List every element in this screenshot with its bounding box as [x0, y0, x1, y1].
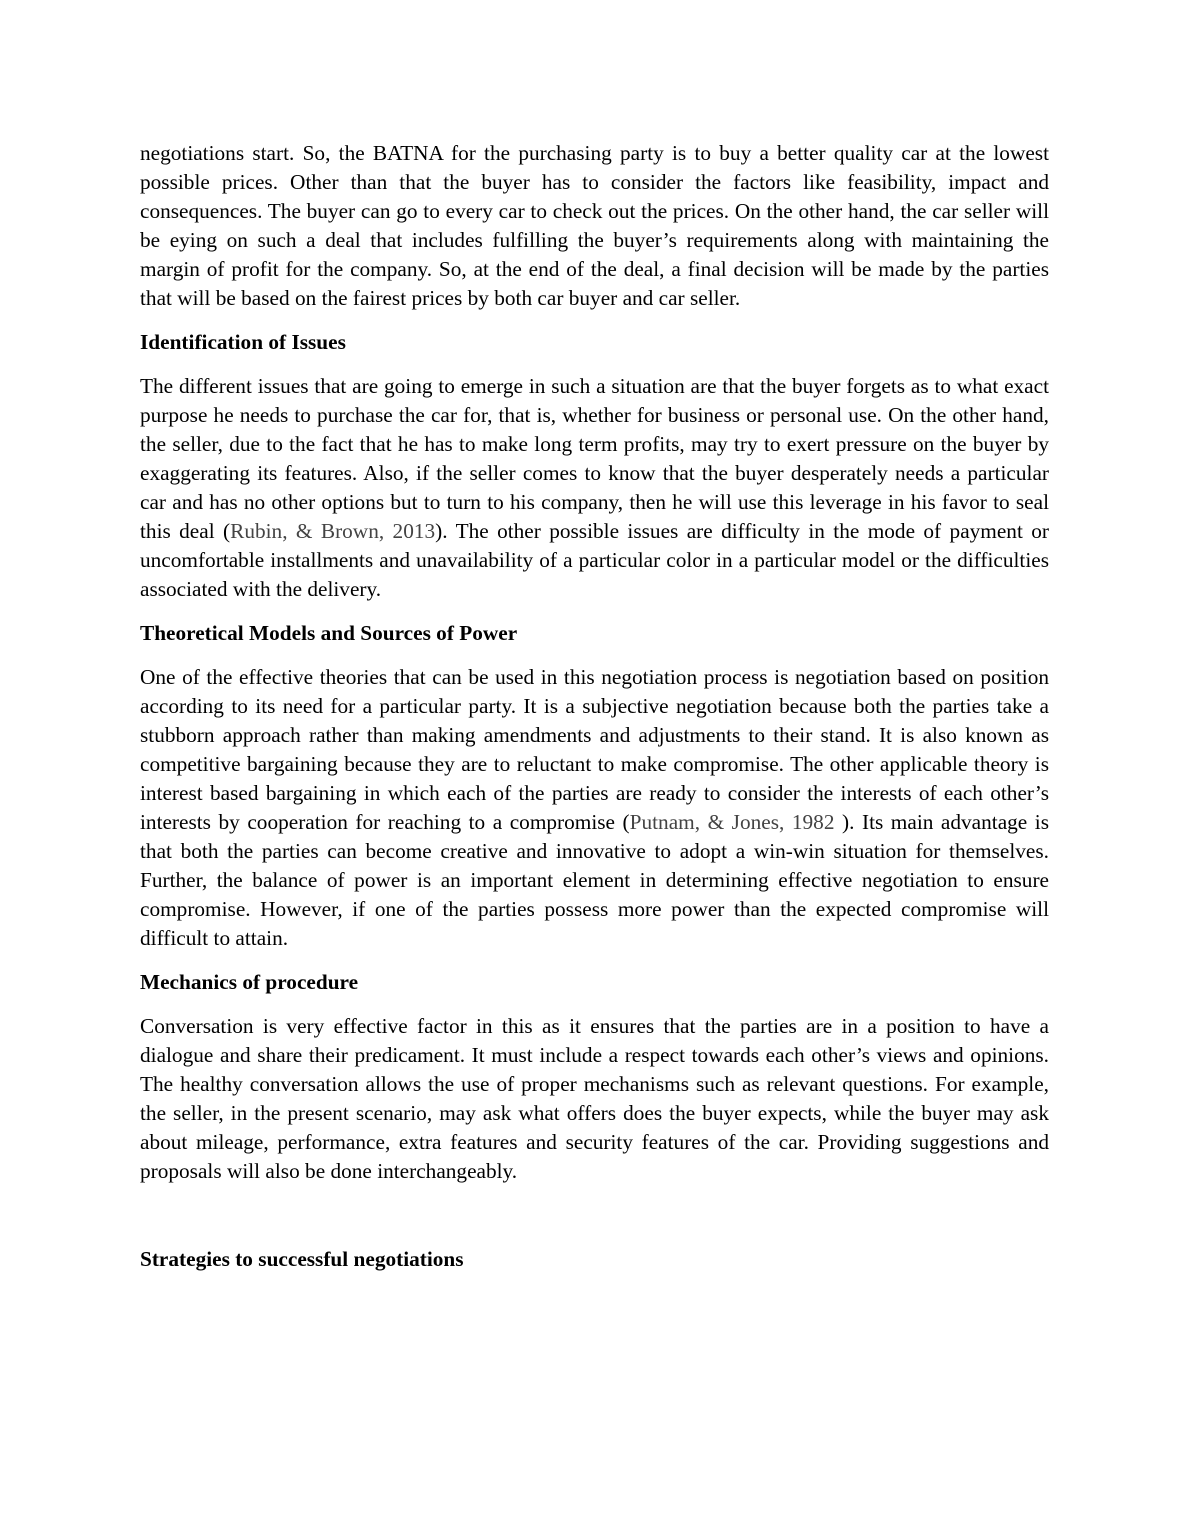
paragraph-issues-text-b: ). The other possible issues are difficulty in the mode of payment or uncomfortable installments and unavailability of a particular color in a particular model or the difficulties associated with the delivery.	[140, 519, 1050, 601]
paragraph-issues-text-a: The different issues that are going to emerge in such a situation are that the buyer forgets as to what exact purpose he needs to purchase the car for, that is, whether for business or personal use. On the other hand, the seller, due to the fact that he has to make long term profits, may try to exert pressure on the buyer by exaggerating its features. Also, if the seller comes to know that the buyer desperately needs a particular car and has no other options but to turn to his company, then he will use this leverage in his favor to seal this deal (	[140, 374, 1049, 543]
paragraph-theory-text-a: One of the effective theories that can be used in this negotiation process is negotiation based on position according to its need for a particular party. It is a subjective negotiation because both the parties take a stubborn approach rather than making amendments and adjustments to their stand. It is also known as competitive bargaining because they are to reluctant to make compromise. The other applicable theory is interest based bargaining in which each of the parties are ready to consider the interests of each other’s interests by cooperation for reaching to a compromise (	[140, 665, 1049, 834]
blank-line	[140, 1201, 1049, 1245]
citation-rubin-brown: Rubin, & Brown, 2013	[230, 519, 436, 543]
paragraph-theoretical-models	[140, 663, 1049, 953]
citation-putnam-jones: Putnam, & Jones, 1982	[629, 810, 843, 834]
paragraph-theory-text-b: ). Its main advantage is that both the parties can become creative and innovative to adopt a win-win situation for themselves. Further, the balance of power is an important element in determining effective negotiation to ensure compromise. However, if one of the parties possess more power than the expected compromise will difficult to attain.	[140, 810, 1049, 950]
paragraph-mechanics: Conversation is very effective factor in this as it ensures that the parties are in a position to have a dialogue and share their predicament. It must include a respect towards each other’s views and opinions. The healthy conversation allows the use of proper mechanisms such as relevant questions. For example, the seller, in the present scenario, may ask what offers does the buyer expects, while the buyer may ask about mileage, performance, extra features and security features of the car. Providing suggestions and proposals will also be done interchangeably.	[140, 1014, 1049, 1183]
paragraph-issues	[140, 372, 1049, 604]
heading-theoretical-models: Theoretical Models and Sources of Power	[140, 621, 518, 645]
heading-identification-of-issues: Identification of Issues	[140, 330, 346, 354]
heading-mechanics-of-procedure: Mechanics of procedure	[140, 970, 359, 994]
paragraph-batna: negotiations start. So, the BATNA for the purchasing party is to buy a better quality car at the lowest possible prices. Other than that the buyer has to consider the factors like feasibility, impact and consequences. The buyer can go to every car to check out the prices. On the other hand, the car seller will be eying on such a deal that includes fulfilling the buyer’s requirements along with maintaining the margin of profit for the company. So, at the end of the deal, a final decision will be made by the parties that will be based on the fairest prices by both car buyer and car seller.	[140, 141, 1049, 310]
heading-strategies: Strategies to successful negotiations	[140, 1247, 464, 1271]
document-page	[140, 139, 1049, 1289]
